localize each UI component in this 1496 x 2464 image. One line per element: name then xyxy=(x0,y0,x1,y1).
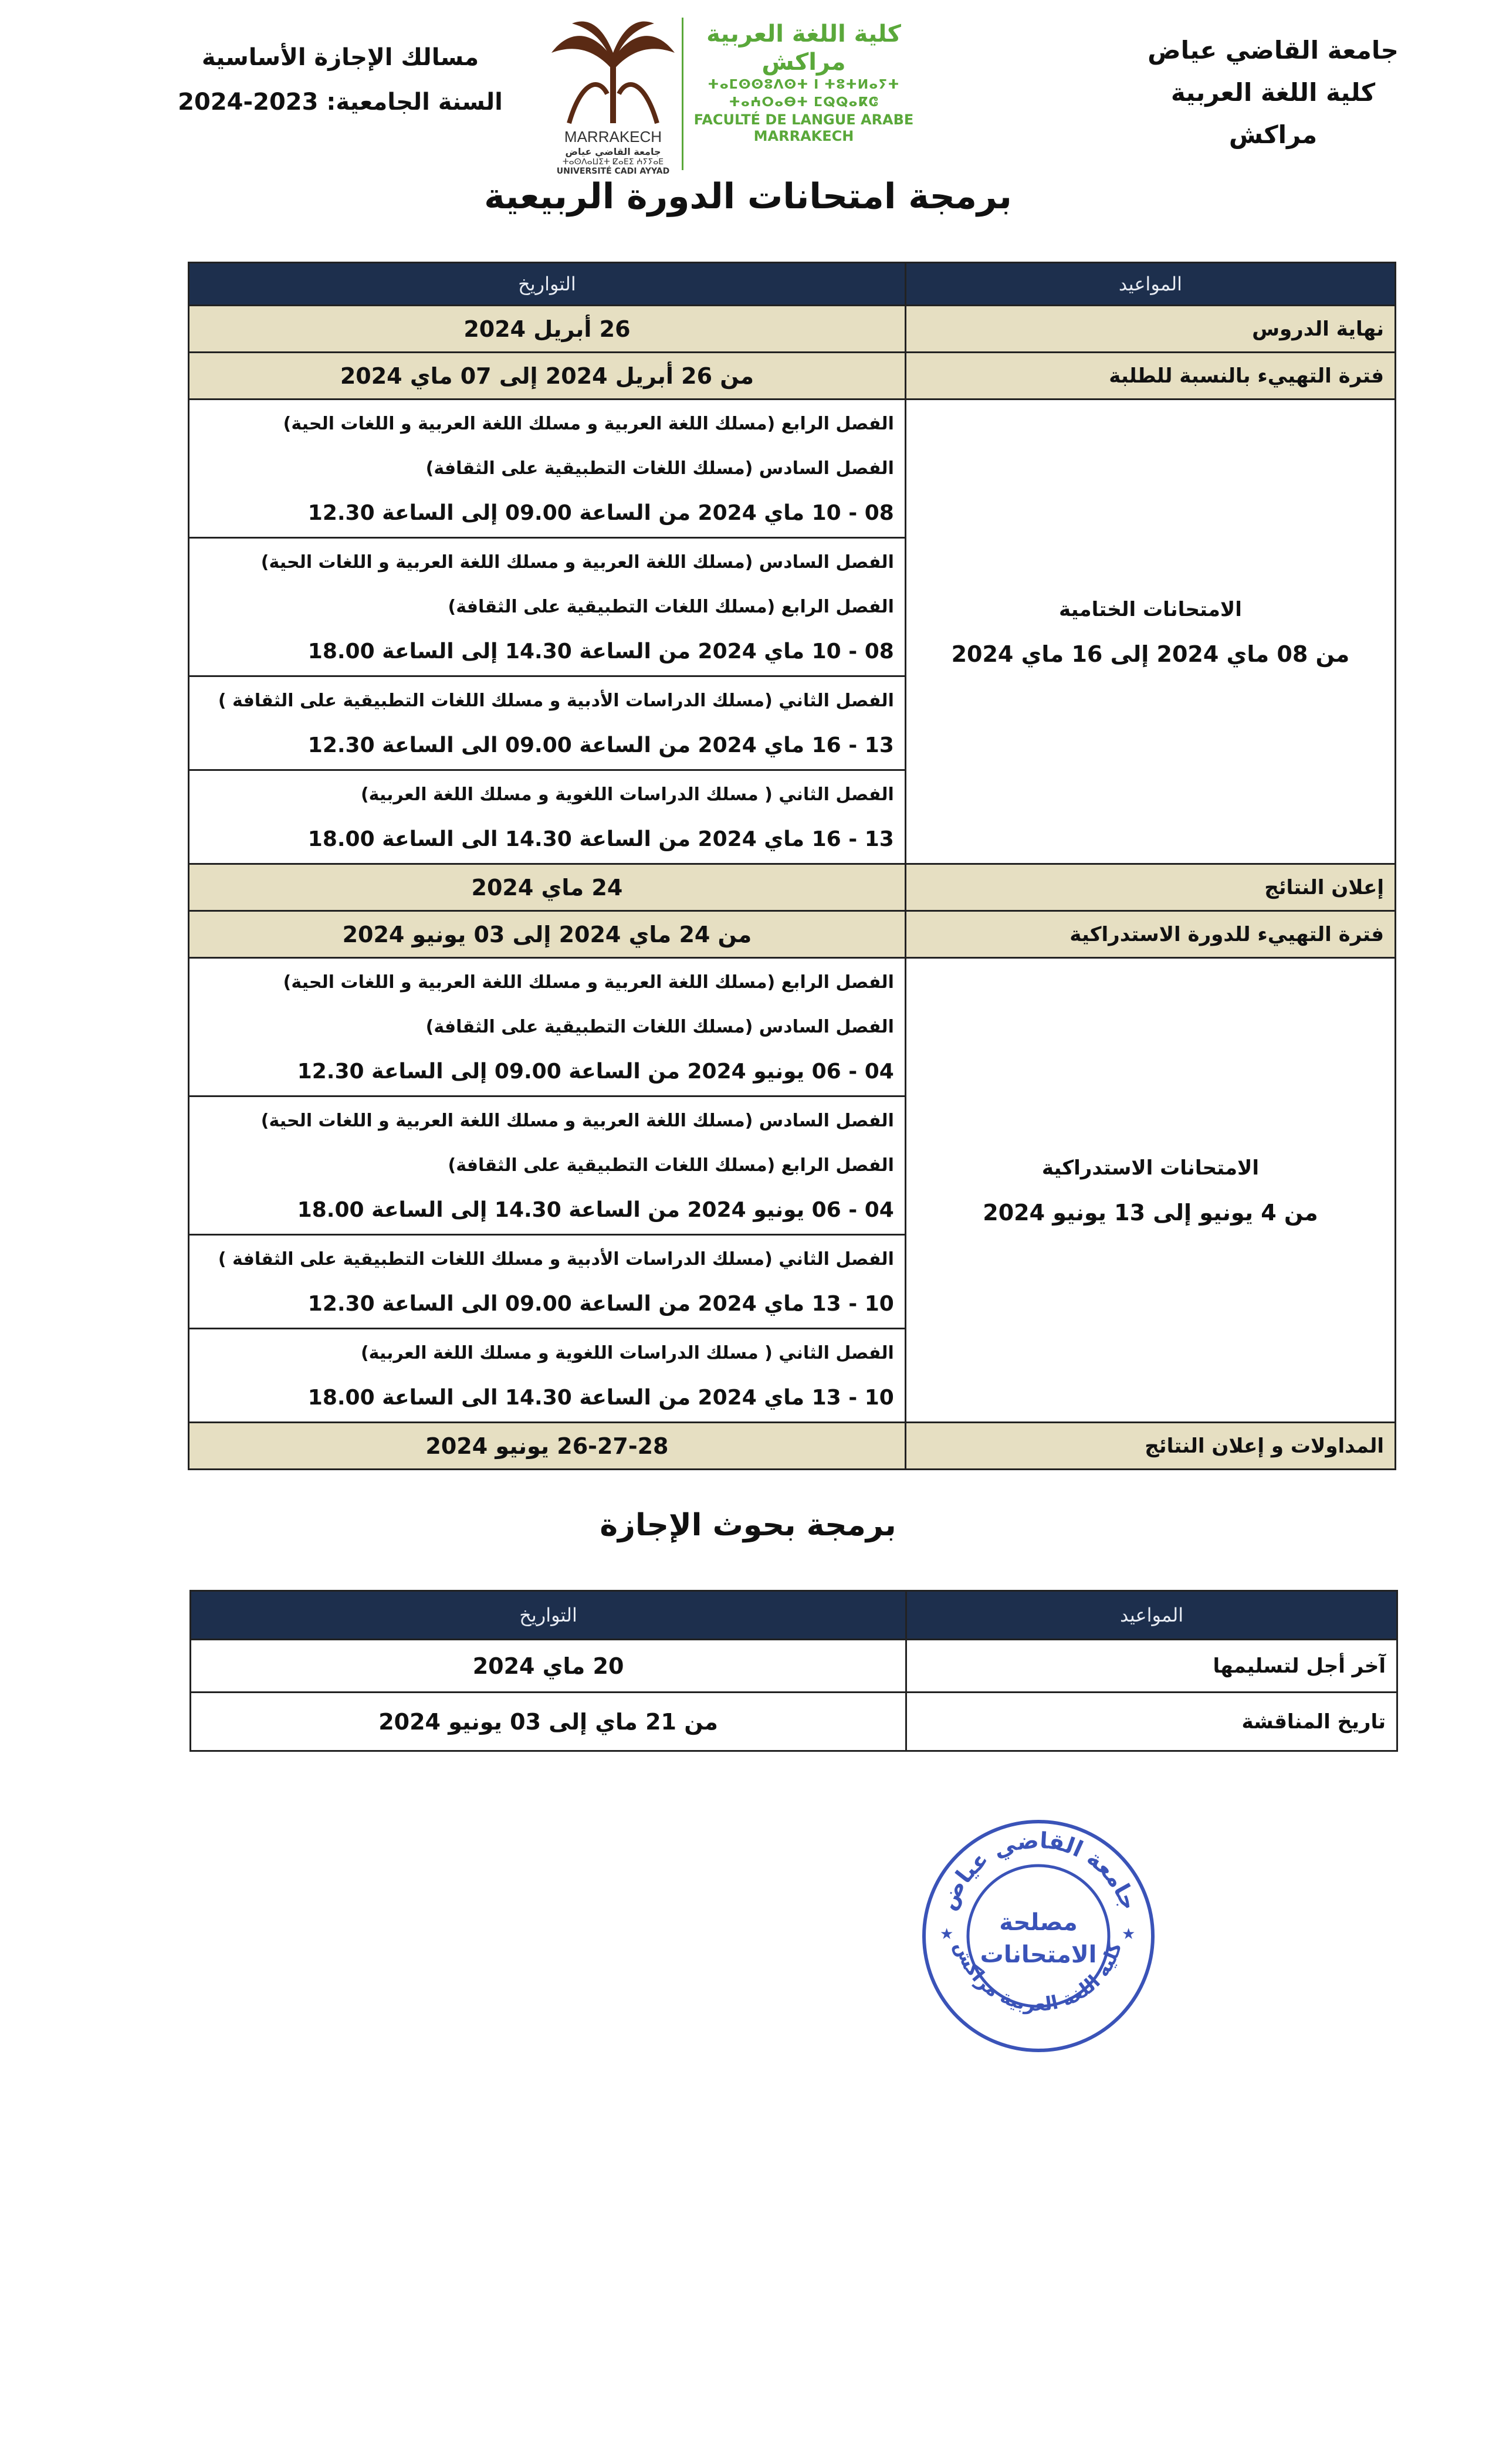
block-line: الفصل السادس (مسلك اللغات التطبيقية على الثقافة) xyxy=(425,1016,894,1037)
deadline-label: آخر أجل لتسليمها xyxy=(906,1640,1397,1693)
faculty-fr-1: FACULTÉ DE LANGUE ARABE xyxy=(693,111,914,128)
stamp-center-1: مصلحة xyxy=(999,1909,1078,1936)
stamp-star-icon: ★ xyxy=(940,1925,954,1943)
makeup-block-2 xyxy=(189,1096,906,1235)
makeup-exams-range: من 4 يونيو إلى 13 يونيو 2024 xyxy=(983,1199,1318,1226)
institution-header xyxy=(1121,29,1426,156)
palm-logo-icon xyxy=(546,18,681,129)
block-time: 08 - 10 ماي 2024 من الساعة 09.00 إلى الساعة 12.30 xyxy=(307,500,894,525)
table-row xyxy=(189,1423,1396,1470)
research-schedule-table xyxy=(189,1590,1398,1752)
final-exams-range: من 08 ماي 2024 إلى 16 ماي 2024 xyxy=(951,641,1350,667)
faculty-ar-1: كلية اللغة العربية xyxy=(706,21,901,48)
col-dates-header: التواريخ xyxy=(189,263,906,306)
stamp-seal-icon xyxy=(915,1813,1162,2059)
official-stamp xyxy=(915,1813,1162,2059)
block-time: 13 - 16 ماي 2024 من الساعة 09.00 الى الساعة 12.30 xyxy=(307,733,894,757)
block-line: الفصل السادس (مسلك اللغات التطبيقية على الثقافة) xyxy=(425,458,894,479)
block-time: 10 - 13 ماي 2024 من الساعة 09.00 الى الساعة 12.30 xyxy=(307,1291,894,1316)
makeup-prep-label: فترة التهييء للدورة الاستدراكية xyxy=(905,911,1395,958)
block-line: الفصل الثاني ( مسلك الدراسات اللغوية و مسلك اللغة العربية) xyxy=(360,784,894,805)
program-name: مسالك الإجازة الأساسية xyxy=(201,44,479,71)
makeup-exams-cell xyxy=(905,958,1395,1423)
final-exams-cell xyxy=(905,400,1395,864)
block-line: الفصل الثاني (مسلك الدراسات الأدبية و مسلك اللغات التطبيقية على الثقافة ) xyxy=(218,690,894,711)
final-block-4 xyxy=(189,770,906,864)
stamp-bottom-text: كلية اللغة العربية مراكش xyxy=(950,1938,1126,2016)
logo-univ-fr: UNIVERSITÉ CADI AYYAD xyxy=(556,167,670,176)
prep-label: فترة التهييء بالنسبة للطلبة xyxy=(905,353,1395,400)
faculty-tifinagh: ⵜⴰⵎⵙⵙⵓⴷⵙⵜ ⵏ ⵜⵓⵜⵍⴰⵢⵜ ⵜⴰⵄⵔⴰⴱⵜ ⵎⵕⵕⴰⴽⵛ xyxy=(708,77,900,110)
exam-schedule-table xyxy=(188,262,1396,1470)
block-line: الفصل الثاني (مسلك الدراسات الأدبية و مسلك اللغات التطبيقية على الثقافة ) xyxy=(218,1248,894,1270)
table-header-row xyxy=(191,1591,1397,1640)
deliberations-label: المداولات و إعلان النتائج xyxy=(905,1423,1395,1470)
col-appointments-header: المواعيد xyxy=(906,1591,1397,1640)
end-classes-date: 26 أبريل 2024 xyxy=(189,306,906,353)
faculty-fr-2: MARRAKECH xyxy=(753,128,854,144)
logo-city: MARRAKECH xyxy=(564,128,662,145)
col-dates-header: التواريخ xyxy=(191,1591,906,1640)
table-row xyxy=(191,1693,1397,1751)
block-line: الفصل السادس (مسلك اللغة العربية و مسلك اللغة العربية و اللغات الحية) xyxy=(260,551,894,573)
stamp-center-2: الامتحانات xyxy=(980,1941,1097,1968)
logo-univ-tif: ⵜⴰⵙⴷⴰⵡⵉⵜ ⵇⴰⴹⵉ ⵄⵢⵢⴰⴹ xyxy=(562,157,664,167)
defense-label: تاريخ المناقشة xyxy=(906,1693,1397,1751)
makeup-block-4 xyxy=(189,1329,906,1423)
block-line: الفصل السادس (مسلك اللغة العربية و مسلك اللغة العربية و اللغات الحية) xyxy=(260,1110,894,1131)
end-classes-label: نهاية الدروس xyxy=(905,306,1395,353)
faculty-name: كلية اللغة العربية xyxy=(1170,78,1376,107)
block-line: الفصل الرابع (مسلك اللغة العربية و مسلك اللغة العربية و اللغات الحية) xyxy=(283,413,894,434)
table-row xyxy=(189,864,1396,911)
makeup-prep-date: من 24 ماي 2024 إلى 03 يونيو 2024 xyxy=(189,911,906,958)
block-time: 13 - 16 ماي 2024 من الساعة 14.30 الى الساعة 18.00 xyxy=(307,827,894,851)
defense-date: من 21 ماي إلى 03 يونيو 2024 xyxy=(191,1693,906,1751)
makeup-block-1 xyxy=(189,958,906,1096)
block-line: الفصل الرابع (مسلك اللغات التطبيقية على الثقافة) xyxy=(448,1155,894,1176)
block-line: الفصل الثاني ( مسلك الدراسات اللغوية و مسلك اللغة العربية) xyxy=(360,1342,894,1363)
results-date: 24 ماي 2024 xyxy=(189,864,906,911)
table-row xyxy=(189,400,1396,538)
makeup-block-3 xyxy=(189,1235,906,1329)
university-name: جامعة القاضي عياض xyxy=(1148,36,1399,65)
stamp-star-icon: ★ xyxy=(1122,1925,1136,1943)
program-header xyxy=(176,35,505,124)
final-exams-label: الامتحانات الختامية xyxy=(1059,597,1242,621)
academic-year: السنة الجامعية: 2023-2024 xyxy=(178,89,503,116)
university-logo xyxy=(546,18,681,176)
deadline-date: 20 ماي 2024 xyxy=(191,1640,906,1693)
final-block-1 xyxy=(189,400,906,538)
block-line: الفصل الرابع (مسلك اللغات التطبيقية على الثقافة) xyxy=(448,596,894,617)
page-title: برمجة امتحانات الدورة الربيعية xyxy=(484,176,1012,217)
block-time: 10 - 13 ماي 2024 من الساعة 14.30 الى الساعة 18.00 xyxy=(307,1385,894,1410)
block-time: 08 - 10 ماي 2024 من الساعة 14.30 إلى الساعة 18.00 xyxy=(307,639,894,664)
block-time: 04 - 06 يونيو 2024 من الساعة 14.30 إلى الساعة 18.00 xyxy=(297,1197,894,1222)
svg-text:جامعة القاضي عياض xyxy=(934,1827,1142,1914)
table-header-row xyxy=(189,263,1396,306)
final-block-2 xyxy=(189,538,906,676)
city-name: مراكش xyxy=(1228,120,1318,149)
final-block-3 xyxy=(189,676,906,770)
table-row xyxy=(189,306,1396,353)
block-line: الفصل الرابع (مسلك اللغة العربية و مسلك اللغة العربية و اللغات الحية) xyxy=(283,972,894,993)
prep-date: من 26 أبريل 2024 إلى 07 ماي 2024 xyxy=(189,353,906,400)
faculty-ar-2: مراكش xyxy=(761,49,846,76)
block-time: 04 - 06 يونيو 2024 من الساعة 09.00 إلى الساعة 12.30 xyxy=(297,1059,894,1084)
makeup-exams-label: الامتحانات الاستدراكية xyxy=(1041,1156,1259,1180)
table-row xyxy=(189,353,1396,400)
col-appointments-header: المواعيد xyxy=(905,263,1395,306)
research-title: برمجة بحوث الإجازة xyxy=(600,1508,896,1543)
table-row xyxy=(191,1640,1397,1693)
table-row xyxy=(189,958,1396,1096)
logo-univ-ar: جامعة القاضي عياض xyxy=(565,146,661,157)
table-row xyxy=(189,911,1396,958)
deliberations-date: 26-27-28 يونيو 2024 xyxy=(189,1423,906,1470)
results-label: إعلان النتائج xyxy=(905,864,1395,911)
faculty-logo-text xyxy=(681,20,927,144)
stamp-top-text: جامعة القاضي عياض xyxy=(934,1827,1143,1914)
